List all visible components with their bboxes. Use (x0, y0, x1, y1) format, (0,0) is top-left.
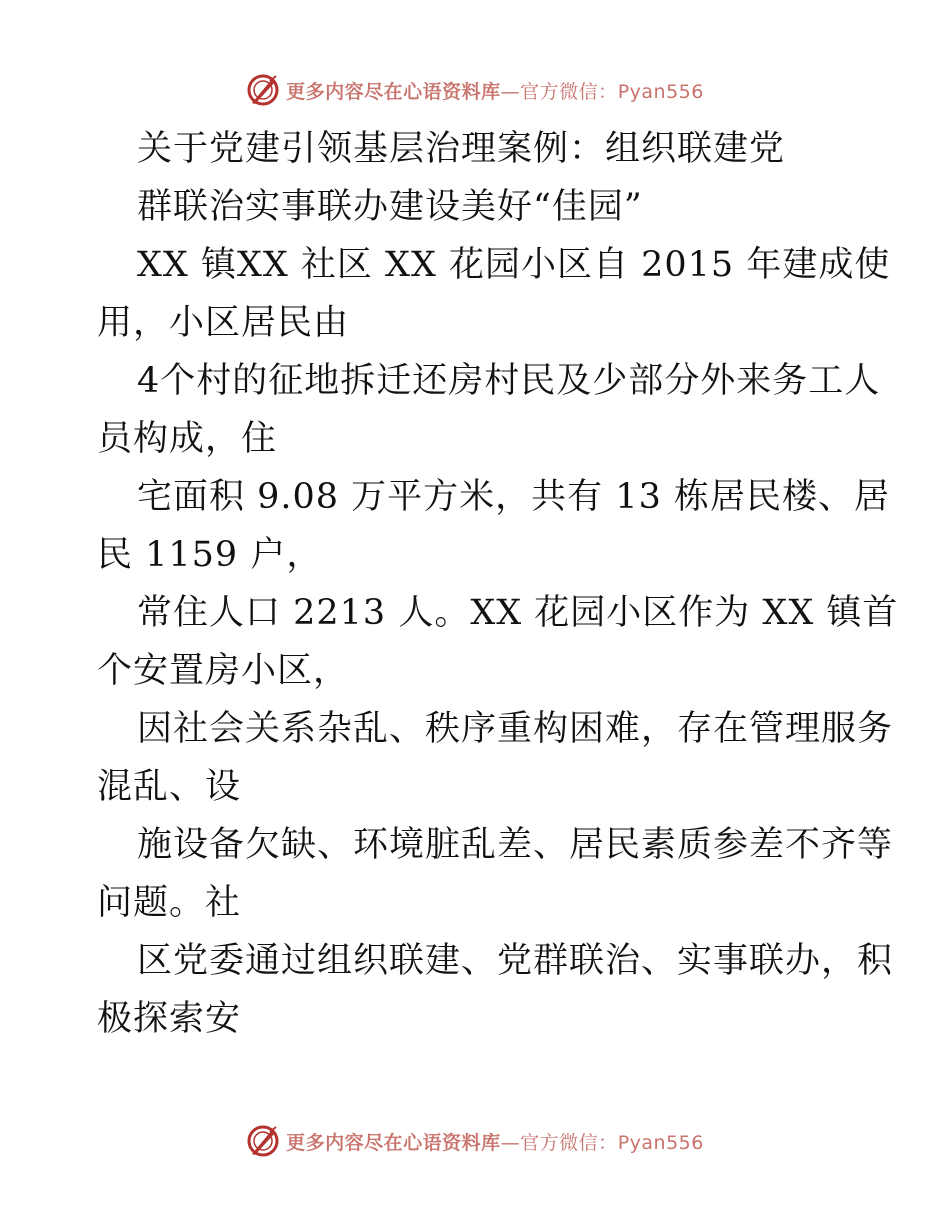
paragraph-line: 宅面积 9.08 万平方米，共有 13 栋居民楼、居 (137, 477, 890, 517)
banner-main-text: 更多内容尽在心语资料库 (286, 80, 501, 103)
document-body (97, 120, 899, 1048)
banner-wechat-id: Pyan556 (617, 80, 704, 103)
paragraph-line: 常住人口 2213 人。XX 花园小区作为 XX 镇首 (137, 593, 899, 633)
paragraph-line: XX 镇XX 社区 XX 花园小区自 2015 年建成使 (137, 245, 891, 285)
footer-banner (0, 1121, 950, 1161)
title-line-1: 关于党建引领基层治理案例：组织联建党 (137, 129, 786, 169)
banner-wechat-label: 官方微信： (520, 1131, 618, 1154)
banner-dash: — (500, 80, 521, 103)
footer-banner-inner (246, 1124, 704, 1158)
quill-seal-logo-icon (246, 1124, 280, 1158)
banner-main-text: 更多内容尽在心语资料库 (286, 1131, 501, 1154)
banner-wechat-id: Pyan556 (617, 1131, 704, 1154)
banner-dash: — (500, 1131, 521, 1154)
title-line-2: 群联治实事联办建设美好“佳园” (137, 187, 643, 227)
quill-seal-logo-icon (246, 73, 280, 107)
header-banner (0, 70, 950, 110)
paragraph-line: 施设备欠缺、环境脏乱差、居民素质参差不齐等 (137, 825, 894, 865)
paragraph-line: 因社会关系杂乱、秩序重构困难，存在管理服务 (137, 709, 894, 749)
paragraph-line: 4个村的征地拆迁还房村民及少部分外来务工人 (137, 361, 881, 401)
paragraph-line: 用，小区居民由 (97, 303, 350, 343)
paragraph-line: 问题。社 (97, 883, 242, 923)
paragraph-line: 员构成，住 (97, 419, 278, 459)
paragraph-line: 民 1159 户， (97, 535, 323, 575)
paragraph-line: 极探索安 (97, 999, 242, 1039)
banner-text (286, 77, 704, 104)
banner-wechat-label: 官方微信： (520, 80, 618, 103)
paragraph-line: 混乱、设 (97, 767, 242, 807)
paragraph-line: 个安置房小区， (97, 651, 350, 691)
banner-text (286, 1128, 704, 1155)
paragraph-line: 区党委通过组织联建、党群联治、实事联办，积 (137, 941, 894, 981)
header-banner-inner (246, 73, 704, 107)
